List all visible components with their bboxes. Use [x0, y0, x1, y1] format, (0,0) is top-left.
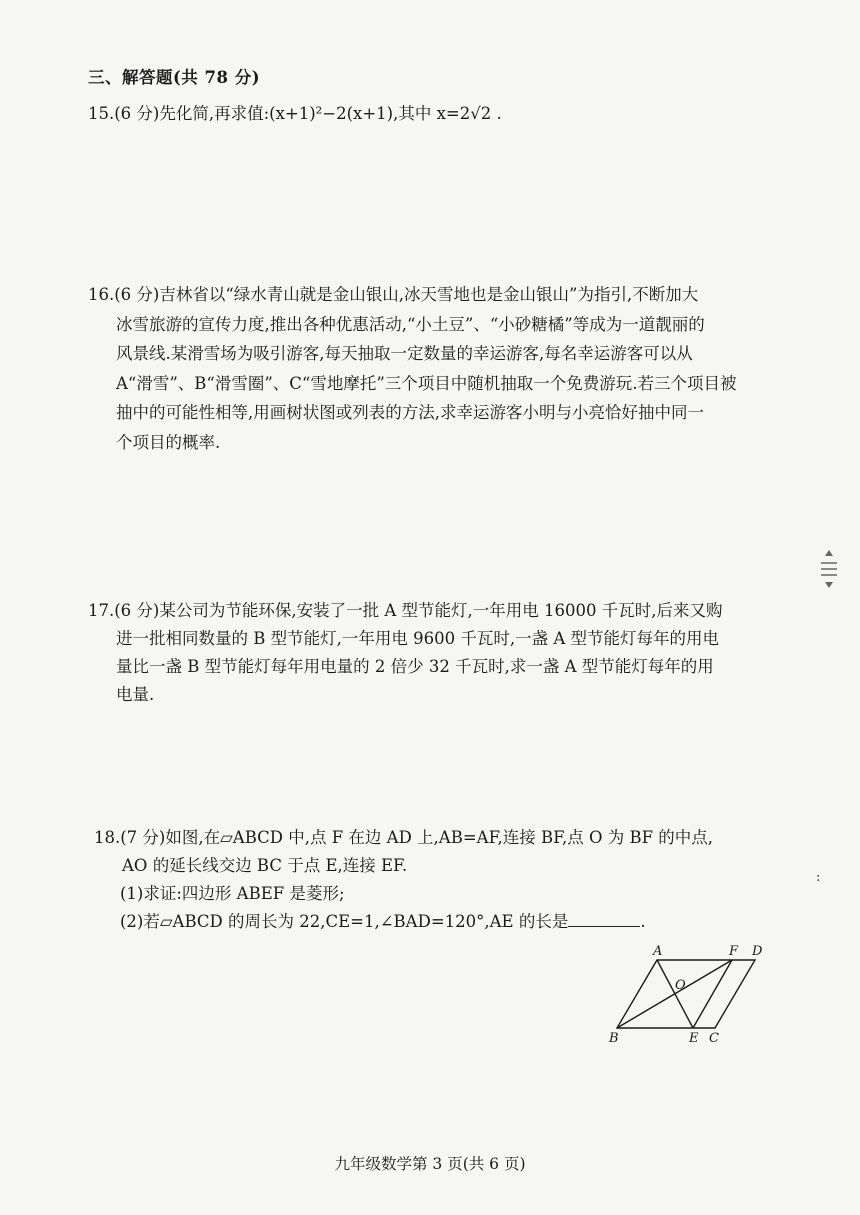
question-18-line: 18.(7 分)如图,在▱ABCD 中,点 F 在边 AD 上,AB=AF,连接 BF,点 O 为 BF 的中点,	[94, 828, 714, 847]
parallelogram-figure	[605, 940, 775, 1050]
question-17-line: 17.(6 分)某公司为节能环保,安装了一批 A 型节能灯,一年用电 16000 千瓦时,后来又购	[88, 601, 723, 620]
scroll-arrows-icon[interactable]	[818, 548, 840, 590]
question-18-part-2-text: (2)若▱ABCD 的周长为 22,CE=1,∠BAD=120°,AE 的长是	[120, 912, 569, 931]
parallelogram-abcd	[617, 960, 755, 1028]
question-18-line: AO 的延长线交边 BC 于点 E,连接 EF.	[122, 856, 408, 875]
question-18-part-2	[94, 908, 713, 936]
label-e: E	[689, 1031, 699, 1046]
question-18-part-2-end: .	[640, 912, 646, 931]
label-o: O	[675, 978, 686, 993]
question-18-part-1: (1)求证:四边形 ABEF 是菱形;	[120, 884, 345, 903]
label-c: C	[709, 1031, 719, 1046]
label-f: F	[729, 944, 739, 959]
question-16-line: 冰雪旅游的宣传力度,推出各种优惠活动,“小土豆”、“小砂糖橘”等成为一道靓丽的	[116, 314, 705, 334]
label-b: B	[609, 1031, 619, 1046]
label-a: A	[653, 944, 663, 959]
question-15	[88, 100, 502, 128]
answer-blank	[568, 912, 640, 927]
segment-ef	[693, 960, 732, 1028]
question-16-line: 16.(6 分)吉林省以“绿水青山就是金山银山,冰天雪地也是金山银山”为指引,不断加大	[88, 285, 699, 304]
question-17-line: 进一批相同数量的 B 型节能灯,一年用电 9600 千瓦时,一盏 A 型节能灯每年的用电	[116, 629, 719, 648]
section-title: 三、解答题(共 78 分)	[88, 68, 261, 87]
question-16-line: 个项目的概率.	[116, 432, 221, 452]
question-18	[94, 824, 713, 936]
segment-ae	[657, 960, 693, 1028]
stray-mark: :	[816, 870, 821, 885]
question-17	[88, 597, 722, 709]
label-d: D	[752, 944, 763, 959]
question-16	[88, 280, 737, 457]
question-17-line: 量比一盏 B 型节能灯每年用电量的 2 倍少 32 千瓦时,求一盏 A 型节能灯每年的用	[116, 657, 714, 676]
page-footer: 九年级数学第 3 页(共 6 页)	[334, 1155, 526, 1173]
question-16-line: 风景线.某滑雪场为吸引游客,每天抽取一定数量的幸运游客,每名幸运游客可以从	[116, 344, 693, 363]
question-17-line: 电量.	[116, 685, 155, 704]
question-15-text: 15.(6 分)先化简,再求值:(x+1)²−2(x+1),其中 x=2√2 .	[88, 104, 502, 123]
question-16-line: 抽中的可能性相等,用画树状图或列表的方法,求幸运游客小明与小亮恰好抽中同一	[116, 403, 704, 422]
question-16-line: A“滑雪”、B“滑雪圈”、C“雪地摩托”三个项目中随机抽取一个免费游玩.若三个项目被	[116, 373, 737, 393]
